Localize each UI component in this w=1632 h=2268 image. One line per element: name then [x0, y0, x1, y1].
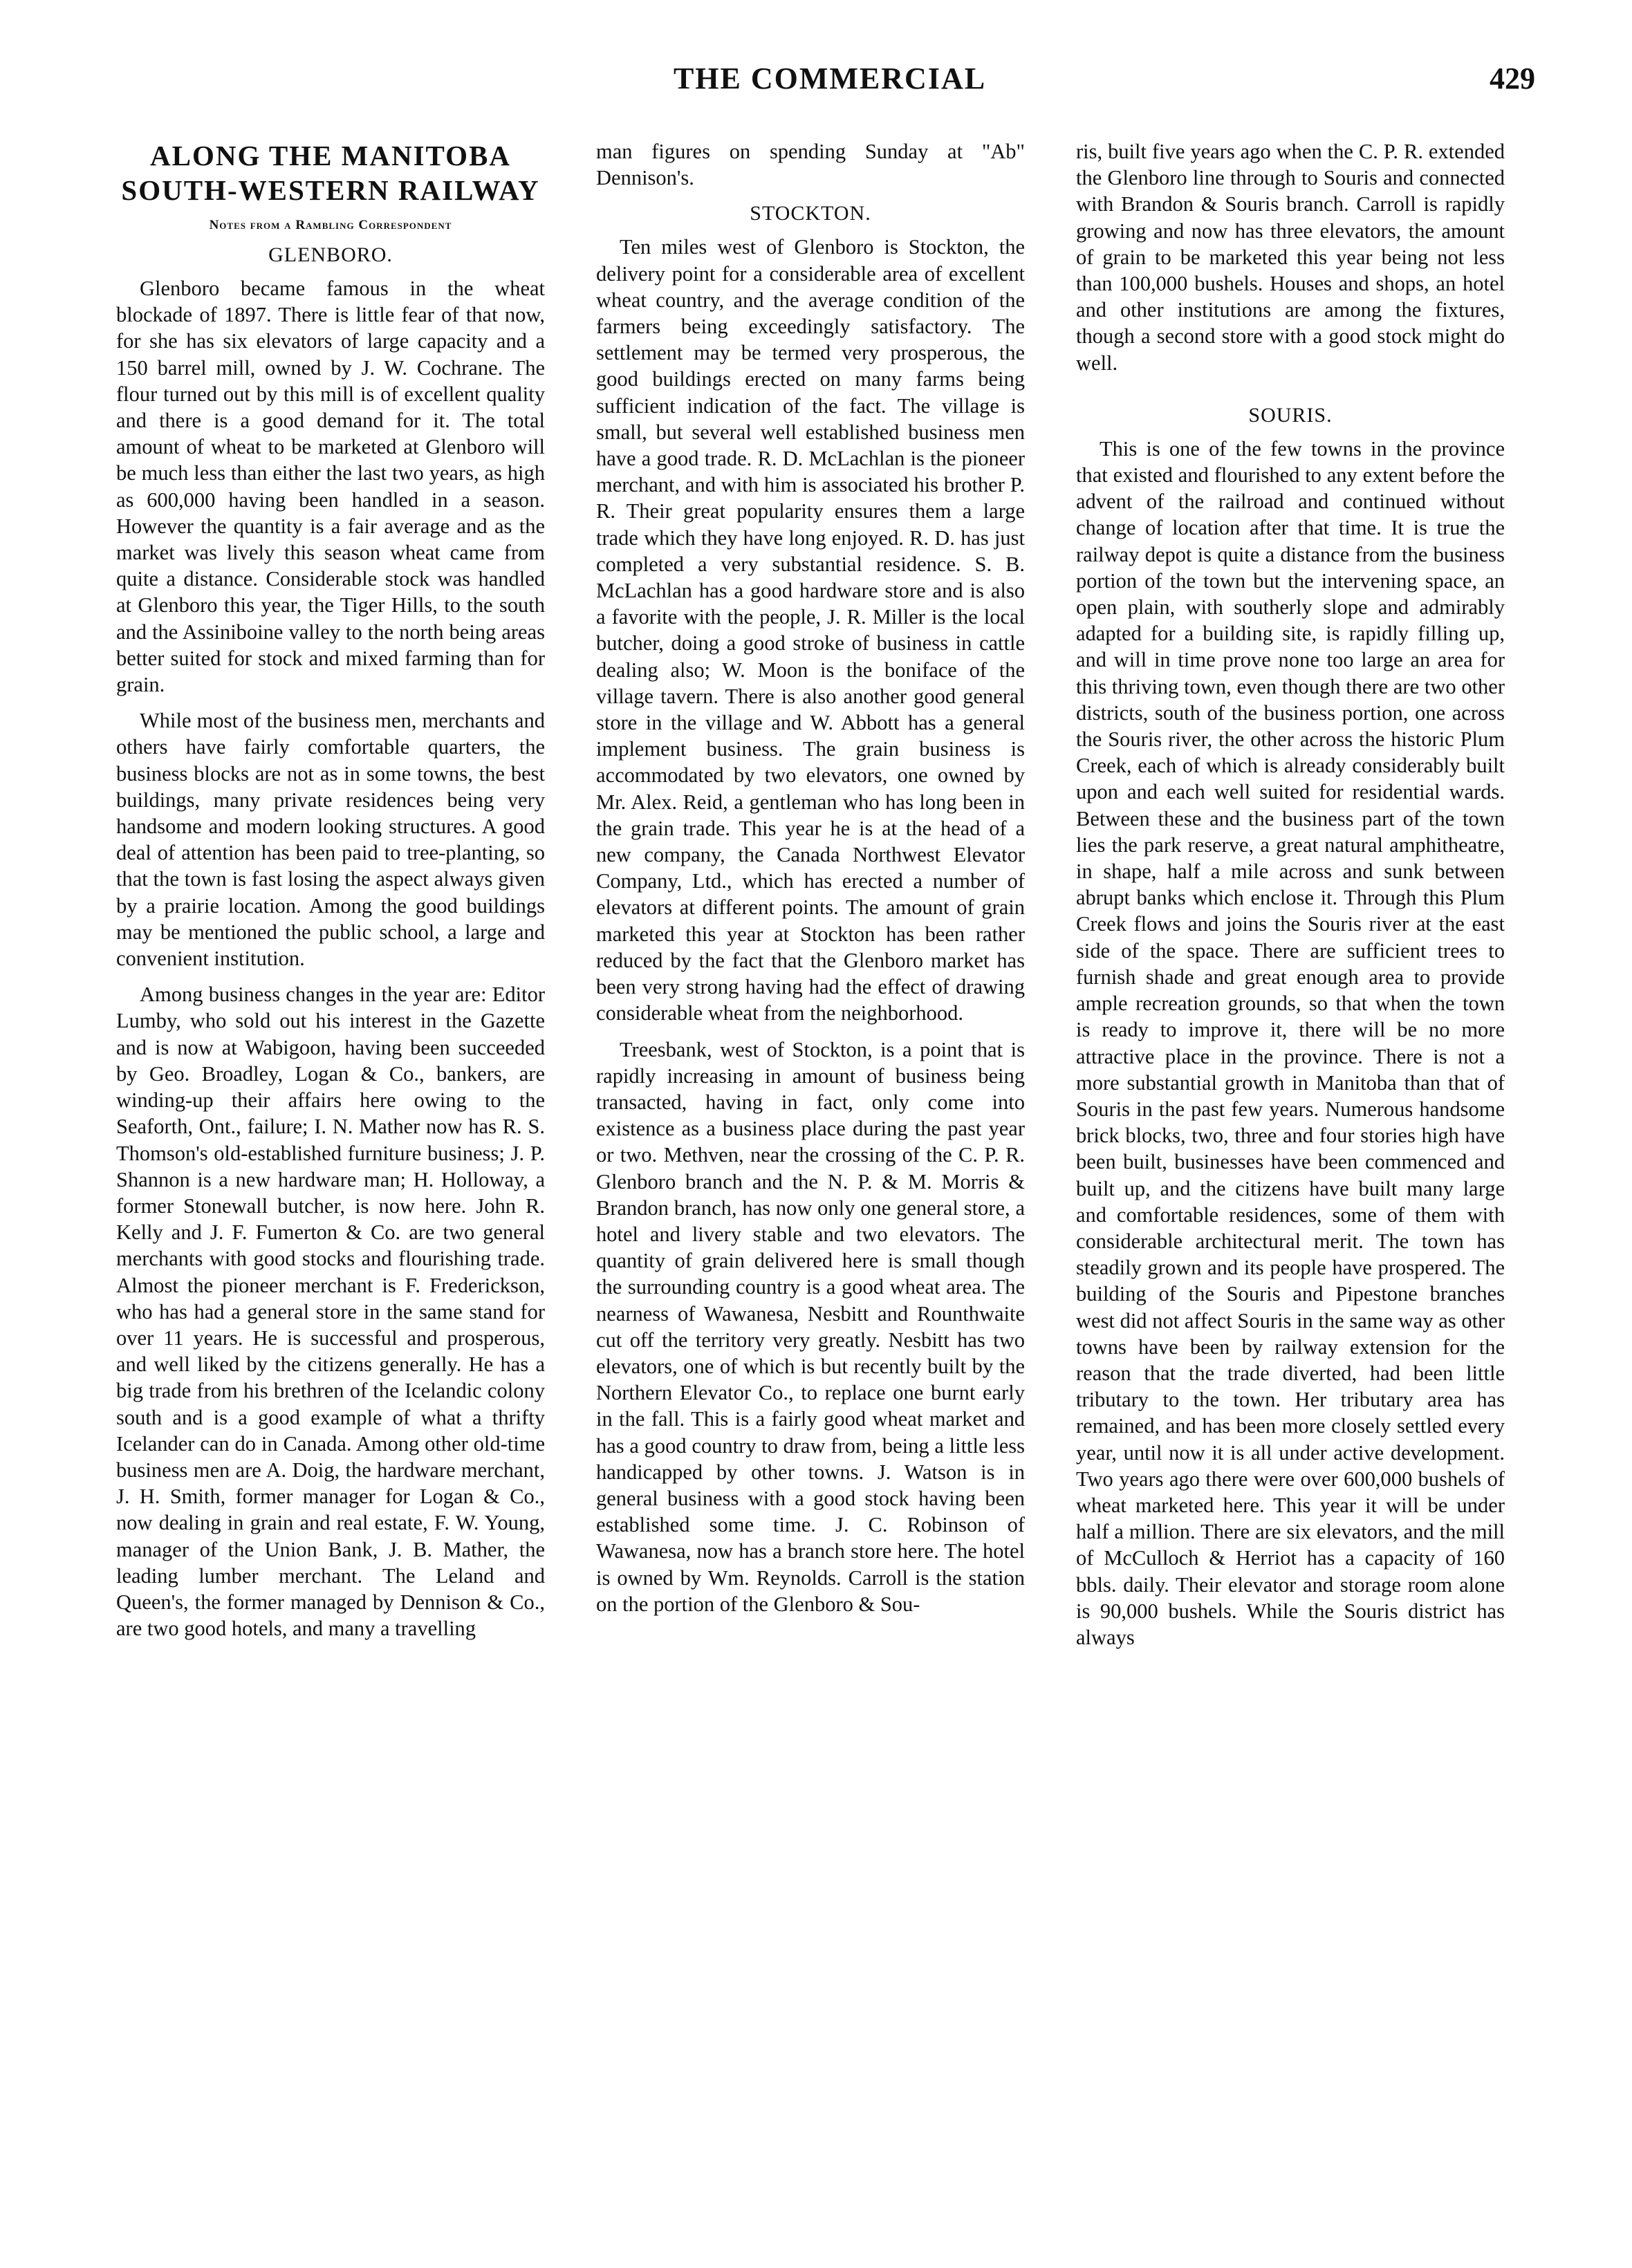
section-heading-souris: SOURIS.: [1248, 403, 1333, 427]
paragraph: Treesbank, west of Stockton, is a point that is rapidly increasing in amount of business being transacted, having in fact, only come into existence as a business place during the past year or two. Methven, near the crossing of the C. P. R. Glenboro branch and the N. P. & M. Morris & Brandon branch, has now only one general store, a hotel and livery stable and two elevators. The quantity of grain delivered here is small though the surrounding country is a good wheat area. The nearness of Wawanesa, Nesbitt and Rounthwaite cut off the territory very greatly. Nesbitt has two elevators, one of which is but recently built by the Northern Elevator Co., to replace one burnt early in the fall. This is a fairly good wheat market and has a good country to draw from, being a little less handicapped by other towns. J. Watson is in general business with a good stock having been established some time. J. C. Robinson of Wawanesa, now has a branch store here. The hotel is owned by Wm. Reynolds. Carroll is the station on the portion of the Glenboro & Sou-: [596, 1037, 1025, 1616]
paragraph-continued: man figures on spending Sunday at "Ab" Dennison's.: [596, 140, 1025, 190]
masthead: THE COMMERCIAL: [673, 62, 987, 95]
section-heading-glenboro: GLENBORO.: [268, 243, 393, 266]
column-2: [596, 138, 1025, 2227]
paragraph: Glenboro became famous in the wheat blockade of 1897. There is little fear of that now, for she has six elevators of large capacity and a 150 barrel mill, owned by J. W. Cochrane. The flour turned out by this mill is of excellent quality and there is a good demand for it. The total amount of wheat to be marketed at Glenboro will be much less than either the last two years, as high as 600,000 having been handled in a season. However the quantity is a fair average and as the market was lively this season wheat came from quite a distance. Considerable stock was handled at Glenboro this year, the Tiger Hills, to the south and the Assiniboine valley to the north being areas better suited for stock and mixed farming than for grain.: [116, 277, 545, 697]
paragraph: This is one of the few towns in the province that existed and flourished to any extent before the advent of the railroad and continued without change of location after that time. It is true the railway depot is quite a distance from the business portion of the town but the intervening space, an open plain, with southerly slope and admirably adapted for a building site, is rapidly filling up, and will in time prove none too large an area for this thriving town, even though there are two other districts, south of the business portion, one across the Souris river, the other across the historic Plum Creek, each of which is already considerably built upon and each well suited for residential wards. Between these and the business part of the town lies the park reserve, a great natural amphitheatre, in shape, half a mile across and sunk between abrupt banks which enclose it. Through this Plum Creek flows and joins the Souris river at the east side of the space. There are sufficient trees to furnish shade and great enough area to provide ample recreation grounds, so that when the town is ready to improve it, there will be no more attractive place in the province. There is not a more substantial growth in Manitoba than that of Souris in the past few years. Numerous handsome brick blocks, two, three and four stories high have been built, businesses have been commenced and built up, and the citizens have built many large and comfortable residences, some of them with considerable architectural merit. The town has steadily grown and its people have prospered. The building of the Souris and Pipestone branches west did not affect Souris in the same way as other towns have been by railway extension for the reason that the trade diverted, had been little tributary to the town. Her tributary area has remained, and has been more closely settled every year, until now it is all under active development. Two years ago there were over 600,000 bushels of wheat marketed here. This year it will be under half a million. There are six elevators, and the mill of McCulloch & Herriot has a capacity of 160 bbls. daily. Their elevator and storage room alone is 90,000 bushels. While the Souris district has always: [1076, 436, 1505, 1649]
paragraph: Among business changes in the year are: Editor Lumby, who sold out his interest in the Gazette and is now at Wabigoon, having been succeeded by Geo. Broadley, Logan & Co., bankers, are winding-up their affairs here owing to the Seaforth, Ont., failure; I. N. Mather now has R. S. Thomson's old-established furniture business; J. P. Shannon is a new hardware man; H. Holloway, a former Stonewall butcher, is now here. John R. Kelly and J. F. Fumerton & Co. are two general merchants with good stocks and flourishing trade. Almost the pioneer merchant is F. Frederickson, who has had a general store in the same stand for over 11 years. He is successful and prosperous, and well liked by the citizens generally. He has a big trade from his brethren of the Icelandic colony south and is a good example of what a thrifty Icelander can do in Canada. Among other old-time business men are A. Doig, the hardware merchant, J. H. Smith, former manager for Logan & Co., now dealing in grain and real estate, F. W. Young, manager of the Union Bank, J. B. Mather, the leading lumber merchant. The Leland and Queen's, the former managed by Dennison & Co., are two good hotels, and many a travelling: [116, 983, 545, 1641]
column-3: [1076, 138, 1505, 2227]
article-subtitle: Notes from a Rambling Correspondent: [209, 218, 452, 232]
paragraph: While most of the business men, merchants and others have fairly comfortable quarters, the business blocks are not as in some towns, the best buildings, many private residences being very handsome and modern looking structures. A good deal of attention has been paid to tree-planting, so that the town is fast losing the aspect always given by a prairie location. Among the good buildings may be mentioned the public school, a large and convenient institution.: [116, 709, 545, 971]
spacer: [1076, 386, 1505, 396]
running-head: [111, 61, 1549, 116]
column-1: [116, 138, 545, 2227]
article-title: ALONG THE MANITOBA SOUTH-WESTERN RAILWAY: [121, 140, 540, 206]
section-heading-stockton: STOCKTON.: [750, 202, 871, 225]
page-number: 429: [1490, 62, 1535, 95]
paragraph: Ten miles west of Glenboro is Stockton, the delivery point for a considerable area of excellent wheat country, and the average condition of the farmers being exceedingly satisfactory. The settlement may be termed very prosperous, the good buildings erected on many farms being sufficient indication of the fact. The village is small, but several well established business men have a good trade. R. D. McLachlan is the pioneer merchant, and with him is associated his brother P. R. Their great popularity ensures them a large trade which they have long enjoyed. R. D. has just completed a very substantial residence. S. B. McLachlan has a good hardware store and is also a favorite with the people, J. R. Miller is the local butcher, doing a good stroke of business in cattle dealing also; W. Moon is the boniface of the village tavern. There is also another good general store in the village and W. Abbott has a general implement business. The grain business is accommodated by two elevators, one owned by Mr. Alex. Reid, a gentleman who has long been in the grain trade. This year he is at the head of a new company, the Canada Northwest Elevator Company, Ltd., which has erected a number of elevators at different points. The amount of grain marketed this year at Stockton has been rather reduced by the fact that the Glenboro market has been very strong having had the effect of drawing considerable wheat from the neighborhood.: [596, 235, 1025, 1025]
paragraph-continued: ris, built five years ago when the C. P. R. extended the Glenboro line through to Souris and connected with Brandon & Souris branch. Carroll is rapidly growing and now has three elevators, the amount of grain to be marketed this year being not less than 100,000 bushels. Houses and shops, an hotel and other institutions are among the fixtures, though a second store with a good stock might do well.: [1076, 140, 1505, 375]
